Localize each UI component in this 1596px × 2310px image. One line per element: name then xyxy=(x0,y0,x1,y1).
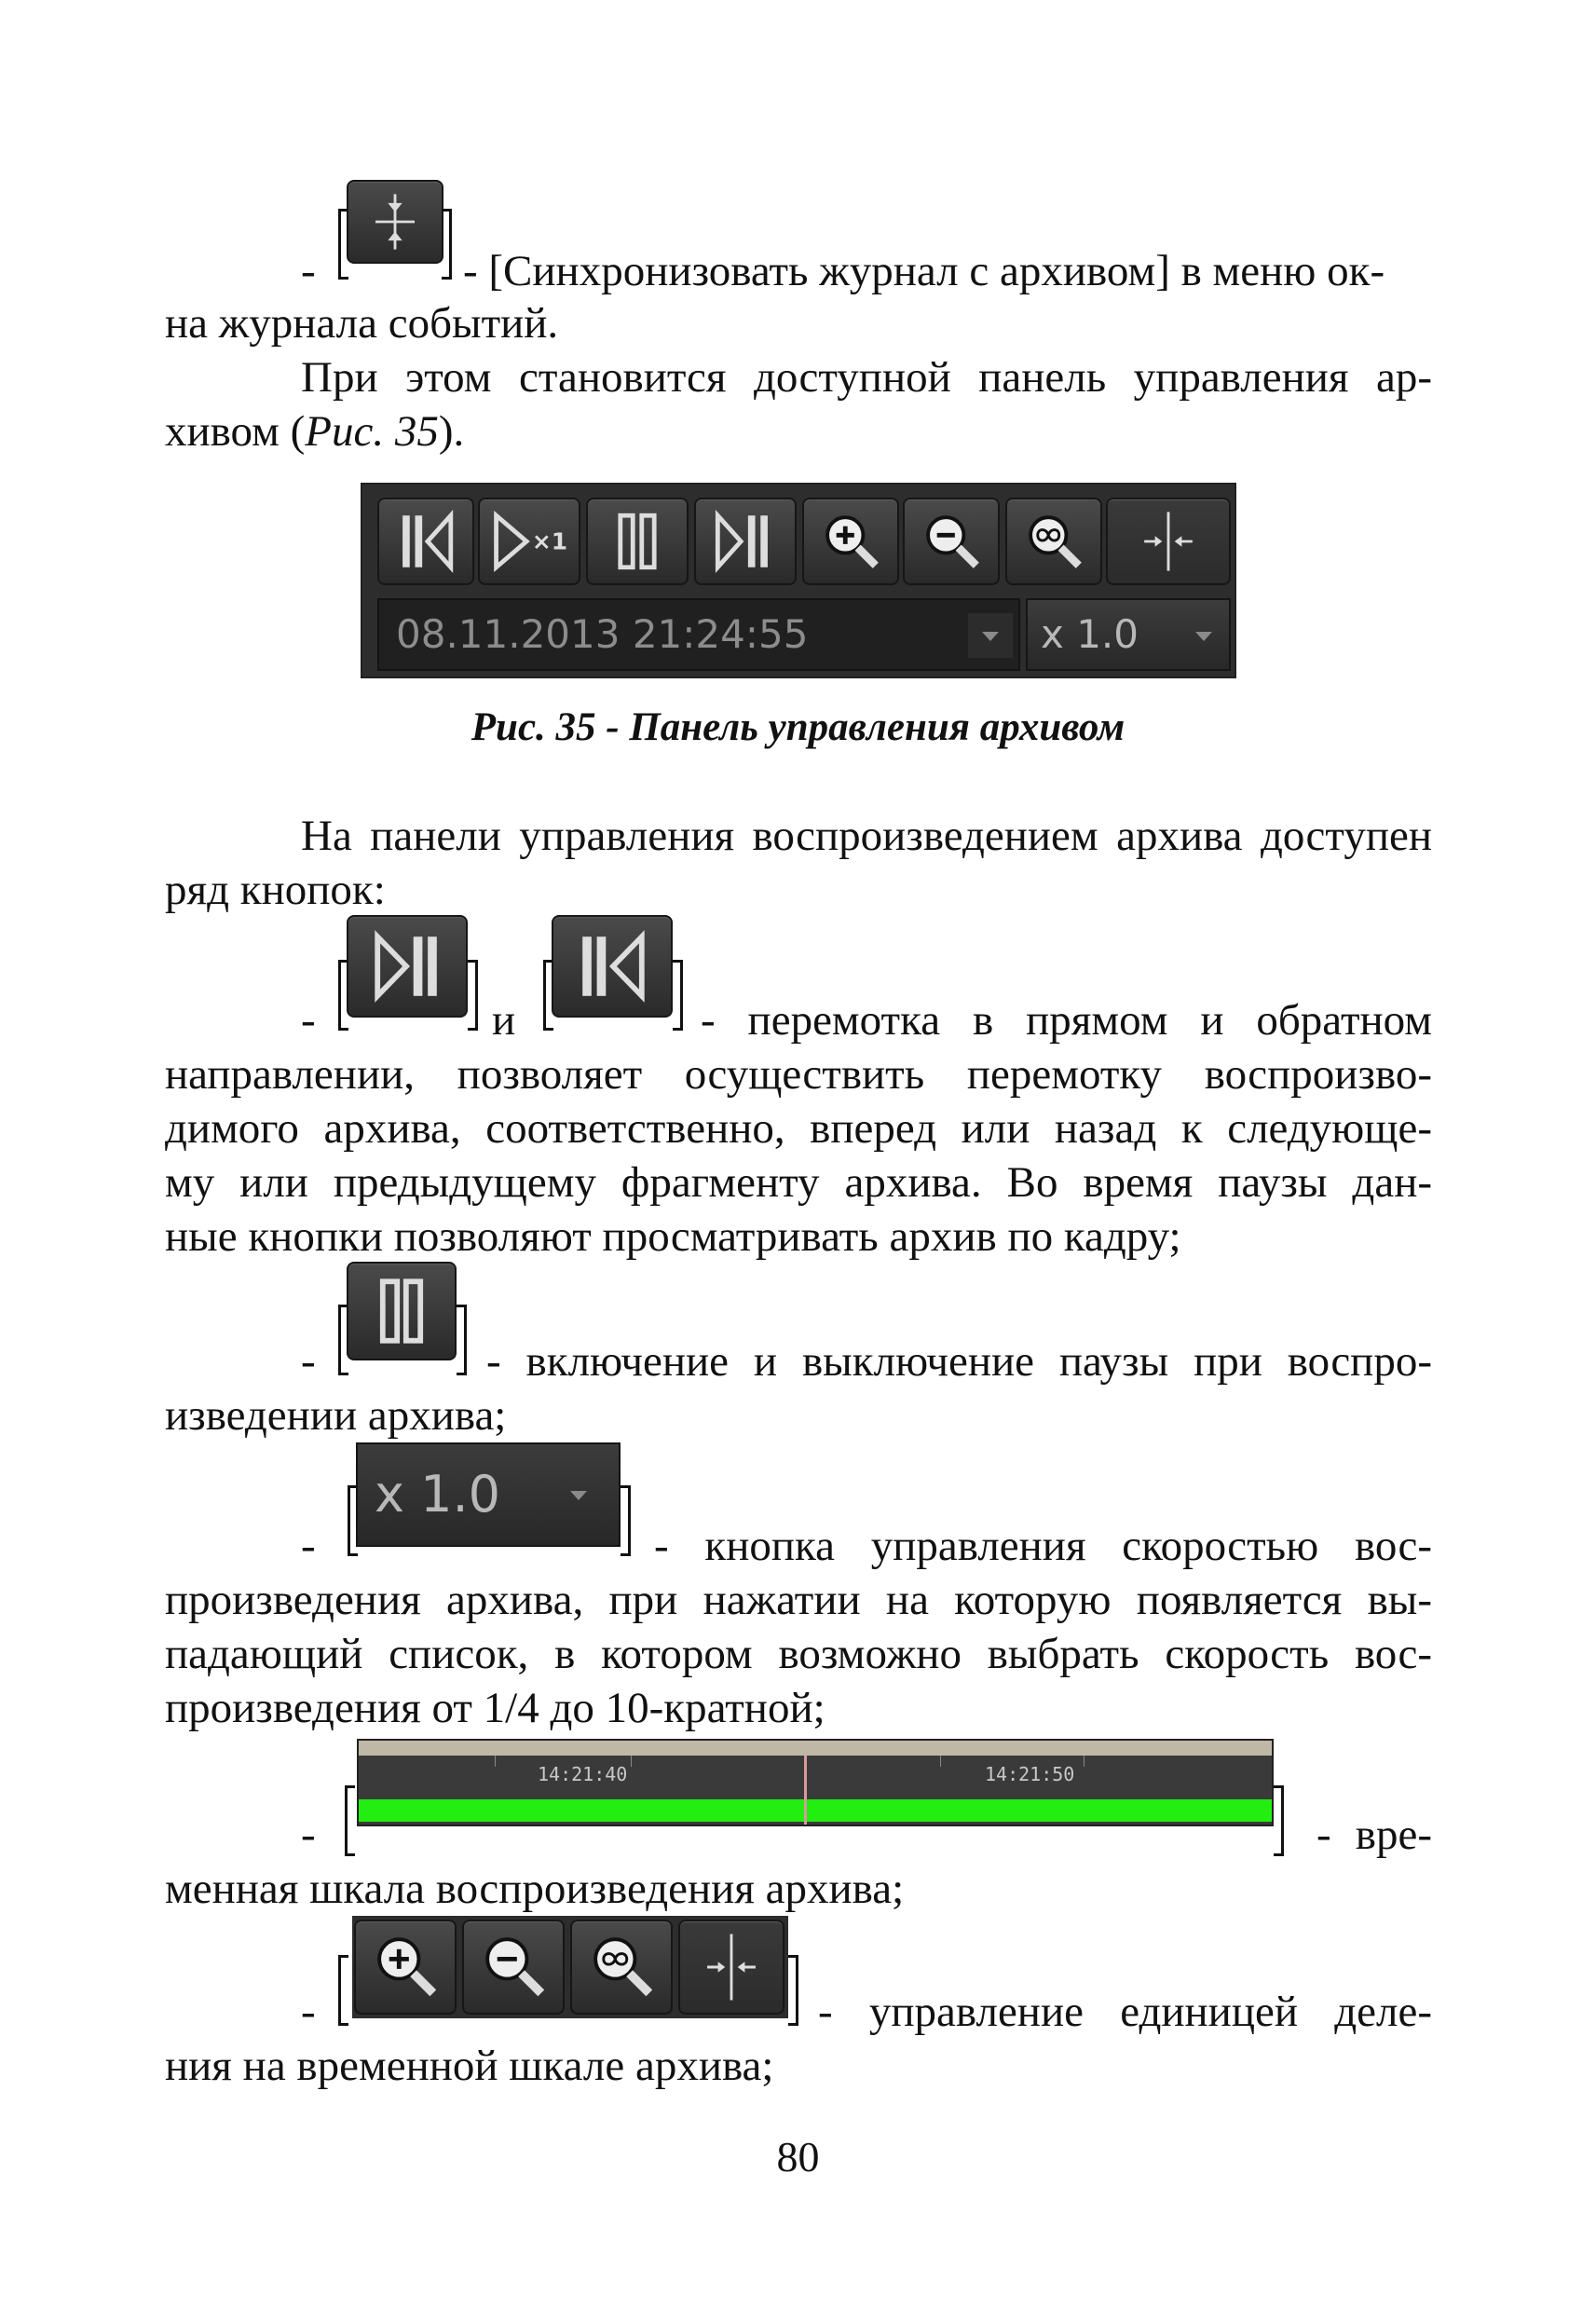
zoom-out-button[interactable] xyxy=(462,1920,565,2015)
timeline-text-1: - вре- xyxy=(1316,1811,1432,1859)
datetime-dropdown-icon[interactable] xyxy=(968,613,1013,658)
zoom-in-icon xyxy=(356,1921,455,2013)
play-icon xyxy=(480,499,579,583)
panel-play-button[interactable] xyxy=(478,498,580,585)
zoom-dash: - xyxy=(301,1988,316,2036)
panel-pause-button[interactable] xyxy=(586,498,689,585)
bracket-right xyxy=(457,1305,467,1375)
bracket-left xyxy=(338,1955,348,2026)
rewind-dash: - xyxy=(301,996,316,1045)
zoom-out-icon xyxy=(464,1921,563,2013)
speed-value: x 1.0 xyxy=(1041,611,1139,657)
pause-button[interactable] xyxy=(347,1262,457,1360)
sync-icon xyxy=(680,1921,783,2013)
timeline-tick xyxy=(495,1756,496,1767)
sync-text: - [Синхронизовать журнал с архивом] в меню ок- xyxy=(463,247,1385,295)
zoom-in-icon xyxy=(804,499,897,583)
bracket-right xyxy=(468,960,478,1031)
bracket-right xyxy=(673,960,683,1031)
pause-text-2: изведении архива; xyxy=(165,1391,507,1440)
figure-caption: Рис. 35 - Панель управления архивом xyxy=(471,705,1125,749)
timeline-tick xyxy=(940,1756,941,1767)
rewind-text-2: направлении, позволяет осуществить перемотку воспроизво- xyxy=(165,1050,1432,1099)
panel-zoom-all-button[interactable] xyxy=(1005,498,1102,585)
panel-rewind-forward-button[interactable] xyxy=(694,498,797,585)
para3-line1: На панели управления воспроизведением архива доступен xyxy=(301,812,1432,860)
sync-icon xyxy=(1108,499,1229,583)
pause-text-1: - включение и выключение паузы при воспро- xyxy=(486,1337,1432,1386)
bracket-right xyxy=(788,1955,798,2026)
rewind-text-5: ные кнопки позволяют просматривать архив по кадру; xyxy=(165,1212,1181,1261)
bracket-right xyxy=(442,209,452,280)
bracket-right xyxy=(1274,1785,1284,1856)
timeline-label: 14:21:40 xyxy=(538,1763,628,1785)
page-number: 80 xyxy=(776,2133,820,2180)
para2-pre: хивом ( xyxy=(165,407,306,456)
rewind-forward-button[interactable] xyxy=(347,915,468,1018)
rewind-back-button[interactable] xyxy=(552,915,673,1018)
datetime-field[interactable] xyxy=(377,598,1020,671)
timeline-header xyxy=(359,1741,1272,1756)
figure-ref: Рис. 35 xyxy=(305,407,439,456)
para2-post: ). xyxy=(438,407,465,456)
skip-forward-icon xyxy=(348,917,466,1016)
panel-rewind-back-button[interactable] xyxy=(377,498,474,585)
panel-zoom-in-button[interactable] xyxy=(802,498,899,585)
speed-select-example[interactable] xyxy=(356,1442,621,1547)
zoom-all-button[interactable] xyxy=(570,1920,673,2015)
skip-forward-icon xyxy=(696,499,795,583)
timeline-recorded-bar xyxy=(359,1799,1272,1822)
rewind-text-3: димого архива, соответственно, вперед или назад к следующе- xyxy=(165,1104,1432,1153)
zoom-control-group xyxy=(352,1916,788,2018)
timeline-label: 14:21:50 xyxy=(985,1763,1075,1785)
bracket-right xyxy=(621,1485,631,1556)
chevron-down-icon xyxy=(1195,632,1212,641)
panel-sync-button[interactable] xyxy=(1106,498,1231,585)
pause-icon xyxy=(588,499,687,583)
play-speed-label: ×1 xyxy=(531,527,568,555)
pause-icon xyxy=(348,1264,455,1359)
archive-control-panel xyxy=(361,483,1236,678)
timeline-tick xyxy=(631,1756,632,1767)
speed-text-2: произведения архива, при нажатии на которую появляется вы- xyxy=(165,1576,1432,1624)
speed-text-4: произведения от 1/4 до 10-кратной; xyxy=(165,1684,825,1732)
speed-text-3: падающий список, в котором возможно выбрать скорость вос- xyxy=(165,1630,1432,1678)
rewind-conj: и xyxy=(492,996,516,1045)
para2-line1: При этом становится доступной панель управления ар- xyxy=(301,353,1432,402)
sync-text-2: на журнала событий. xyxy=(165,299,559,348)
archive-timeline[interactable] xyxy=(357,1739,1274,1826)
timeline-text-2: менная шкала воспроизведения архива; xyxy=(165,1865,905,1913)
speed-value: x 1.0 xyxy=(375,1465,500,1524)
skip-back-icon xyxy=(553,917,671,1016)
sync-icon xyxy=(348,182,442,262)
skip-back-icon xyxy=(379,499,472,583)
zoom-infinity-icon xyxy=(572,1921,671,2013)
rewind-text-1: - перемотка в прямом и обратном xyxy=(701,996,1432,1045)
zoom-out-icon xyxy=(905,499,998,583)
zoom-text-1: - управление единицей деле- xyxy=(818,1988,1432,2036)
sync-button[interactable] xyxy=(678,1920,784,2015)
chevron-down-icon xyxy=(570,1491,587,1500)
speed-select[interactable] xyxy=(1026,598,1231,671)
speed-text-1: - кнопка управления скоростью вос- xyxy=(654,1522,1432,1570)
sync-journal-button[interactable] xyxy=(347,180,443,264)
timeline-cursor[interactable] xyxy=(804,1756,807,1825)
zoom-infinity-icon xyxy=(1007,499,1100,583)
para3-line2: ряд кнопок: xyxy=(165,866,386,914)
timeline-dash: - xyxy=(301,1811,316,1859)
para2-line2 xyxy=(165,404,464,458)
pause-dash: - xyxy=(301,1337,316,1386)
zoom-text-2: ния на временной шкале архива; xyxy=(165,2042,774,2090)
datetime-text: 08.11.2013 21:24:55 xyxy=(396,611,809,657)
bracket-left xyxy=(345,1785,355,1856)
rewind-text-4: му или предыдущему фрагменту архива. Во время паузы дан- xyxy=(165,1158,1432,1207)
panel-zoom-out-button[interactable] xyxy=(903,498,1000,585)
zoom-in-button[interactable] xyxy=(354,1920,457,2015)
sync-dash: - xyxy=(301,247,316,295)
speed-dash: - xyxy=(301,1522,316,1570)
